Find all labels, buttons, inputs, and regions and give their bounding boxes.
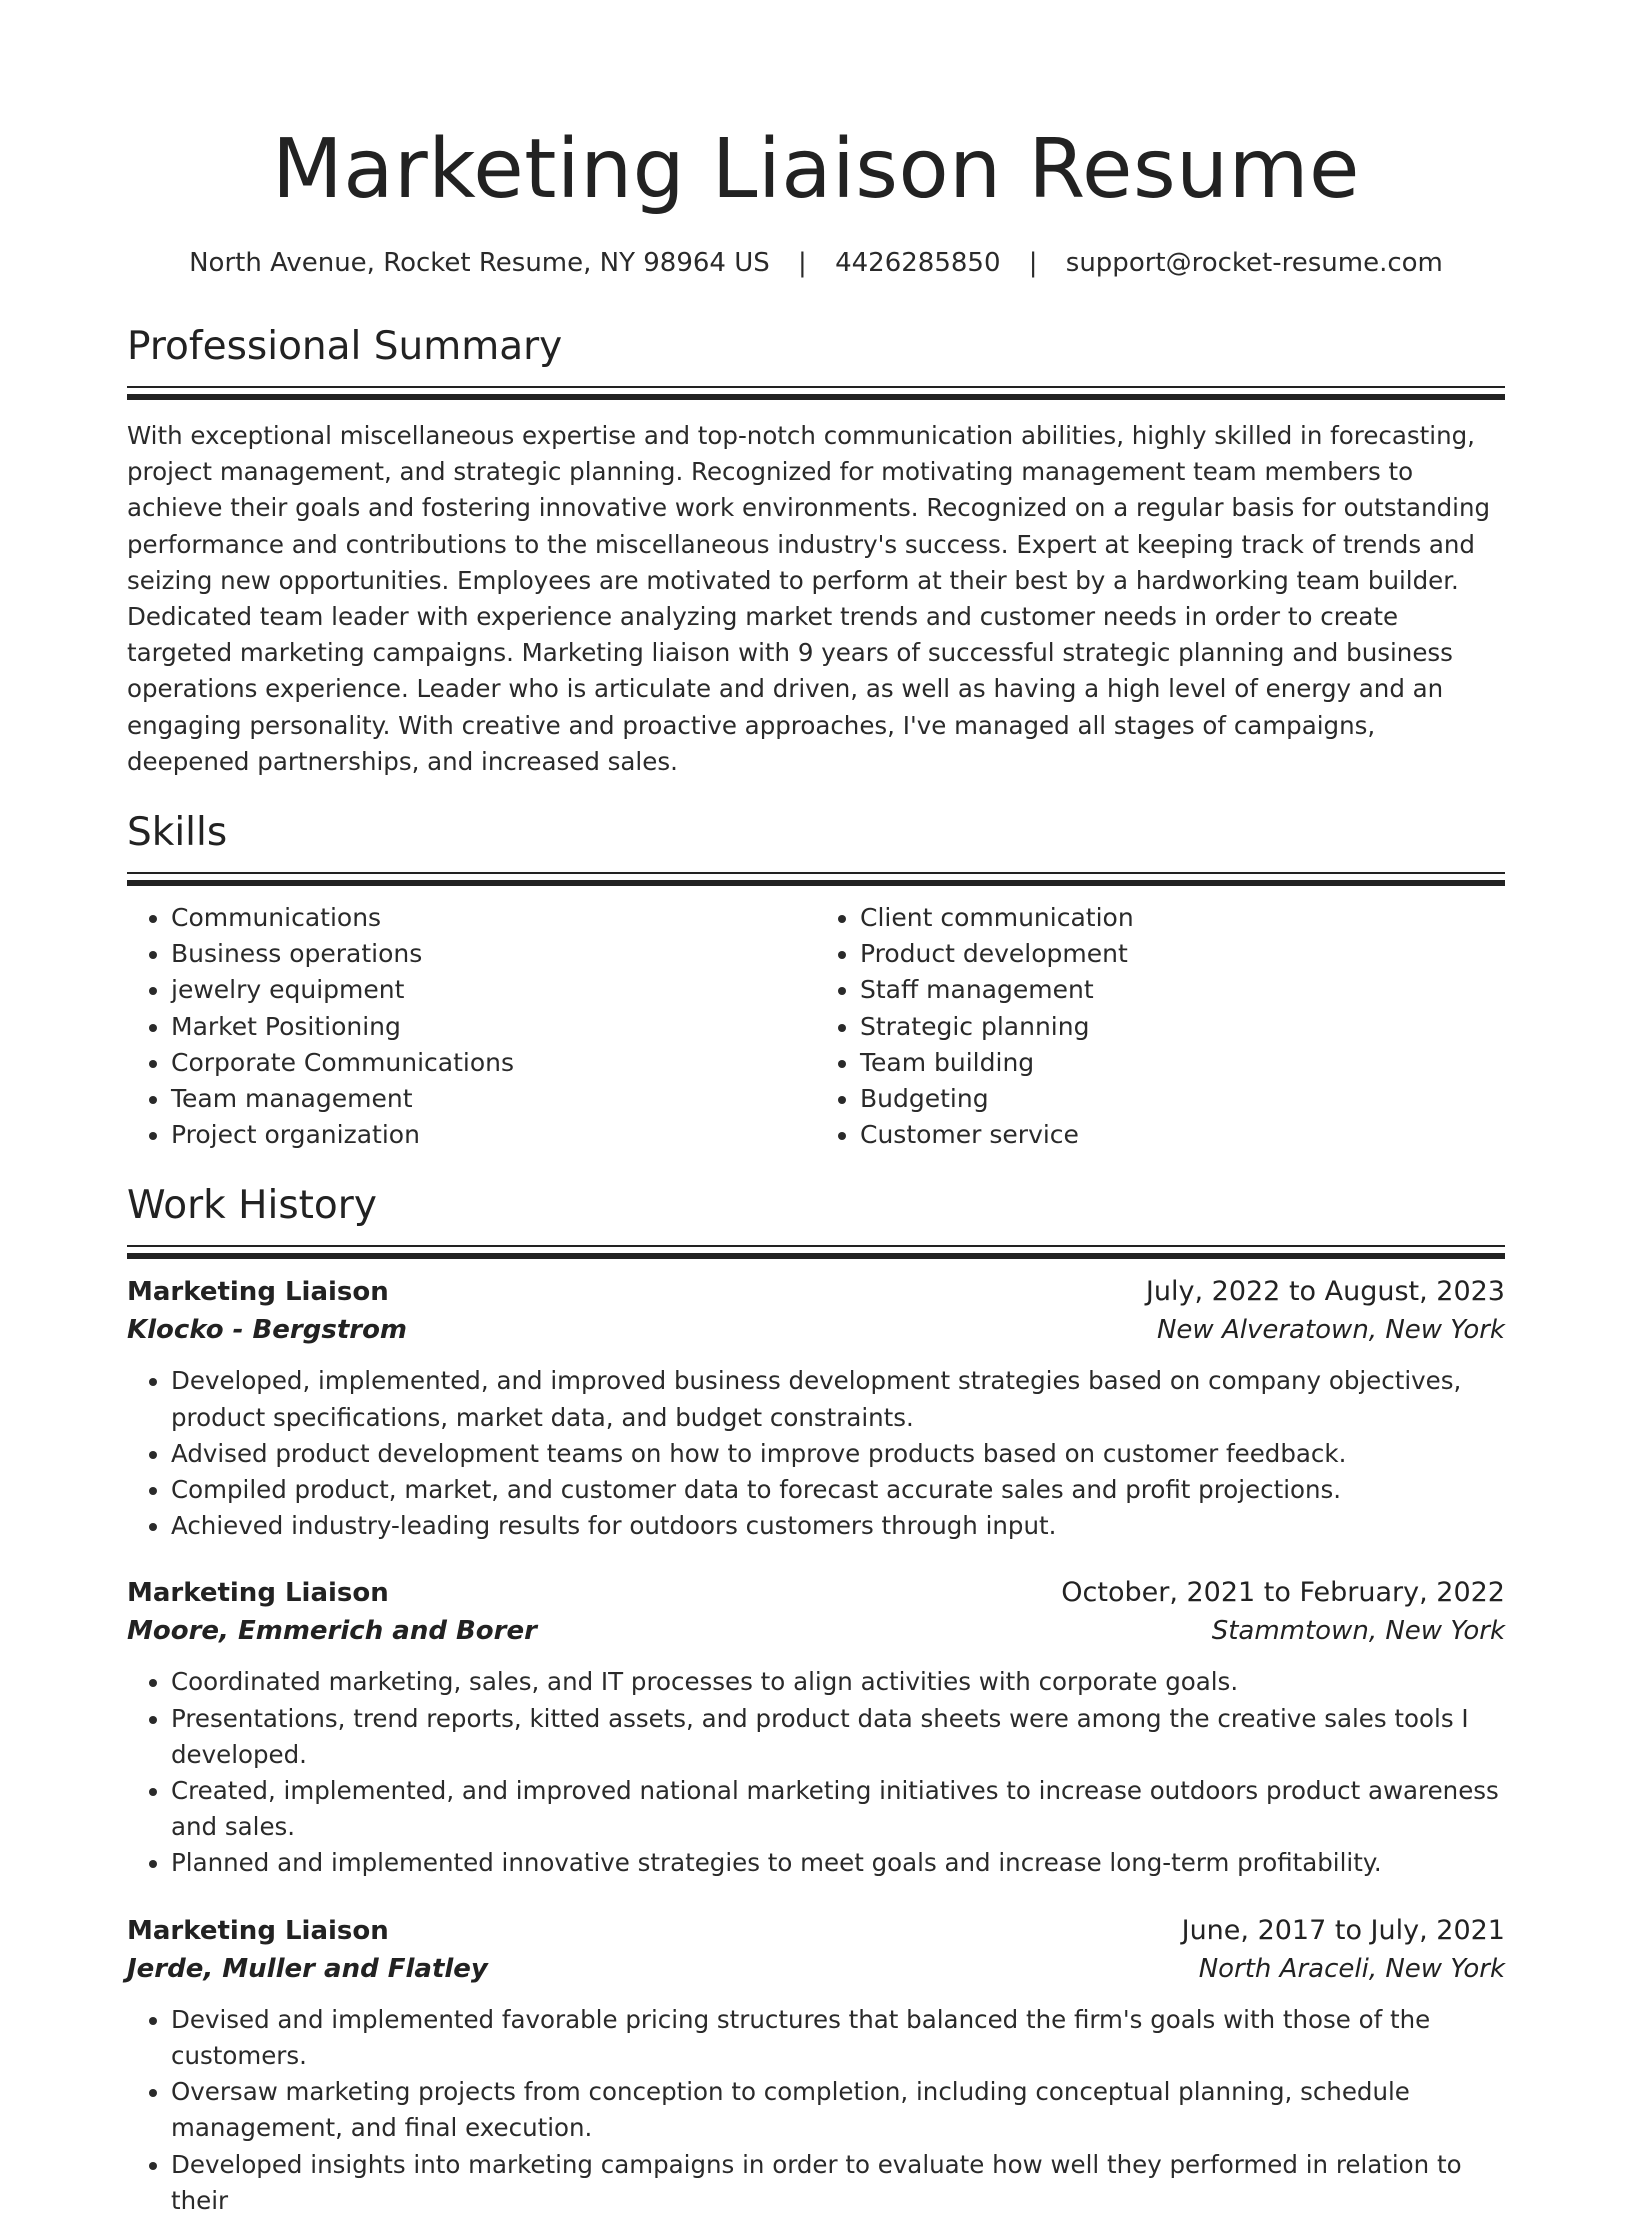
job-entry bbox=[127, 1273, 1505, 1544]
section-divider bbox=[127, 872, 1505, 886]
job-bullet: • Planned and implemented innovative strategies to meet goals and increase long-term profitability. bbox=[171, 1845, 1505, 1881]
job-entry bbox=[127, 1574, 1505, 1881]
job-entry bbox=[127, 1912, 1505, 2219]
job-bullet: • Presentations, trend reports, kitted assets, and product data sheets were among the creative sales tools I developed. bbox=[171, 1701, 1505, 1773]
job-title: Marketing Liaison bbox=[127, 1578, 389, 1609]
section-divider bbox=[127, 1245, 1505, 1259]
job-bullets bbox=[127, 2002, 1505, 2219]
job-dates: July, 2022 to August, 2023 bbox=[1145, 1276, 1505, 1308]
skill-item: • Communications bbox=[171, 900, 816, 936]
skill-item: • Market Positioning bbox=[171, 1009, 816, 1045]
skills-column-left bbox=[127, 900, 816, 1153]
skill-item: • jewelry equipment bbox=[171, 972, 816, 1008]
job-bullet: • Developed, implemented, and improved business development strategies based on company objectives, product specifications, market data, and budget constraints. bbox=[171, 1363, 1505, 1435]
section-divider bbox=[127, 386, 1505, 400]
job-company: Klocko - Bergstrom bbox=[127, 1315, 408, 1346]
job-dates: October, 2021 to February, 2022 bbox=[1061, 1577, 1505, 1609]
contact-separator: | bbox=[798, 248, 807, 278]
job-bullet: • Achieved industry-leading results for outdoors customers through input. bbox=[171, 1508, 1505, 1544]
job-location: New Alveratown, New York bbox=[1156, 1315, 1505, 1346]
job-bullets bbox=[127, 1664, 1505, 1881]
skill-item: • Business operations bbox=[171, 936, 816, 972]
skill-item: • Client communication bbox=[860, 900, 1505, 936]
job-location: Stammtown, New York bbox=[1211, 1616, 1505, 1647]
contact-separator: | bbox=[1028, 248, 1038, 278]
job-title: Marketing Liaison bbox=[127, 1277, 389, 1308]
skill-item: • Corporate Communications bbox=[171, 1045, 816, 1081]
contact-email: support@rocket-resume.com bbox=[1065, 248, 1443, 278]
contact-line bbox=[127, 246, 1505, 280]
job-bullet: • Created, implemented, and improved national marketing initiatives to increase outdoors product awareness and sales. bbox=[171, 1773, 1505, 1845]
job-bullet: • Coordinated marketing, sales, and IT processes to align activities with corporate goals. bbox=[171, 1664, 1505, 1700]
job-bullets bbox=[127, 1363, 1505, 1544]
skills-section bbox=[127, 808, 1505, 1153]
skill-item: • Customer service bbox=[860, 1117, 1505, 1153]
contact-address: North Avenue, Rocket Resume, NY 98964 US bbox=[189, 248, 770, 278]
contact-phone: 4426285850 bbox=[835, 248, 1001, 278]
job-title: Marketing Liaison bbox=[127, 1915, 389, 1946]
job-company: Jerde, Muller and Flatley bbox=[127, 1953, 488, 1984]
skills-heading: Skills bbox=[127, 810, 228, 856]
skills-column-right bbox=[816, 900, 1505, 1153]
job-company: Moore, Emmerich and Borer bbox=[127, 1616, 537, 1647]
skill-item: • Team management bbox=[171, 1081, 816, 1117]
skill-item: • Budgeting bbox=[860, 1081, 1505, 1117]
job-bullet: • Compiled product, market, and customer data to forecast accurate sales and profit projections. bbox=[171, 1472, 1505, 1508]
summary-heading: Professional Summary bbox=[127, 324, 563, 369]
summary-text: With exceptional miscellaneous expertise and top-notch communication abilities, highly skilled in forecasting, project management, and strategic planning. Recognized for motivating management team members to achieve their goals and fostering innovative work environments. Recognized on a regular basis for outstanding performance and contributions to the miscellaneous industry's success. Expert at keeping track of trends and seizing new opportunities. Employees are motivated to perform at their best by a hardworking team builder. Dedicated team leader with experience analyzing market trends and customer needs in order to create targeted marketing campaigns. Marketing liaison with 9 years of successful strategic planning and business operations experience. Leader who is articulate and driven, as well as having a high level of energy and an engaging personality. With creative and proactive approaches, I've managed all stages of campaigns, deepened partnerships, and increased sales. bbox=[127, 421, 1491, 776]
skill-item: • Team building bbox=[860, 1045, 1505, 1081]
work-history-heading: Work History bbox=[127, 1183, 377, 1229]
skill-item: • Staff management bbox=[860, 972, 1505, 1008]
job-bullet: • Devised and implemented favorable pricing structures that balanced the firm's goals with those of the customers. bbox=[171, 2002, 1505, 2074]
resume-title: Marketing Liaison Resume bbox=[272, 122, 1360, 217]
skills-list bbox=[127, 900, 1505, 1153]
job-bullet: • Advised product development teams on how to improve products based on customer feedback. bbox=[171, 1436, 1505, 1472]
job-bullet: • Developed insights into marketing campaigns in order to evaluate how well they performed in relation to their bbox=[171, 2147, 1505, 2219]
job-bullet: • Oversaw marketing projects from conception to completion, including conceptual planning, schedule management, and final execution. bbox=[171, 2074, 1505, 2146]
work-history-section bbox=[127, 1181, 1505, 2218]
job-dates: June, 2017 to July, 2021 bbox=[1181, 1914, 1505, 1946]
skill-item: • Product development bbox=[860, 936, 1505, 972]
job-location: North Araceli, New York bbox=[1198, 1953, 1505, 1984]
skill-item: • Strategic planning bbox=[860, 1009, 1505, 1045]
skill-item: • Project organization bbox=[171, 1117, 816, 1153]
summary-section bbox=[127, 322, 1505, 780]
